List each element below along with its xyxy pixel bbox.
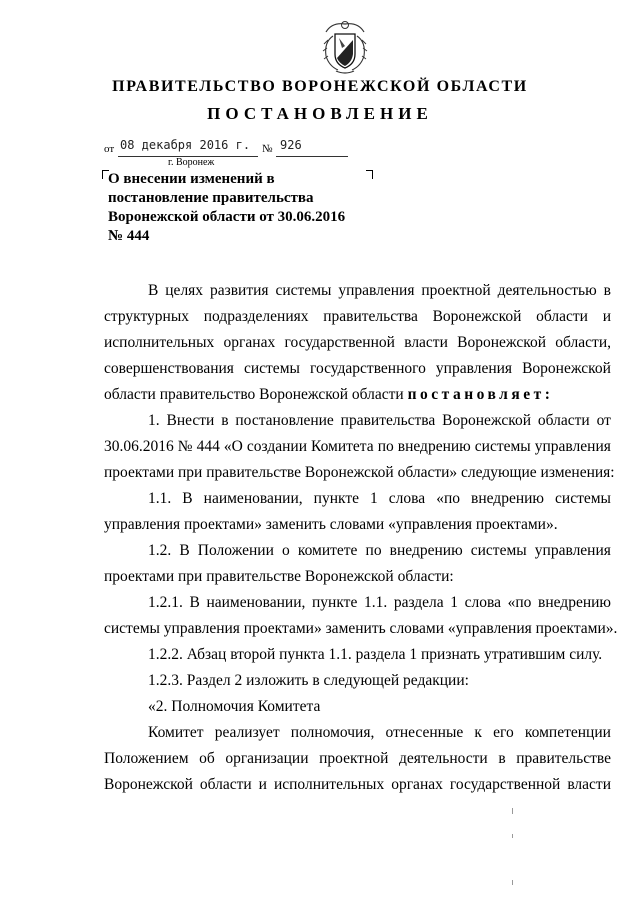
- body-word: 444: [196, 438, 220, 455]
- body-word: Положением: [104, 750, 189, 767]
- body-word: о: [281, 542, 290, 559]
- body-word: управления: [435, 360, 513, 377]
- body-word: по: [377, 438, 394, 455]
- body-word: развития: [209, 282, 269, 299]
- body-word: системы: [474, 438, 531, 455]
- body-word: к: [474, 724, 482, 741]
- body-word: 1.1.: [148, 490, 172, 507]
- body-line: [148, 722, 611, 744]
- body-word: В: [182, 490, 193, 507]
- body-word: органах: [391, 776, 443, 793]
- body-word: наименовании,: [206, 594, 306, 611]
- body-line: [104, 436, 611, 458]
- body-word: его: [493, 724, 514, 741]
- body-word: власти: [404, 334, 448, 351]
- body-word: раздела: [393, 594, 444, 611]
- body-line: [104, 748, 611, 770]
- body-word: создании: [246, 438, 307, 455]
- body-word: совершенствования: [104, 360, 234, 377]
- body-word: в: [603, 282, 611, 299]
- body-word: и: [602, 308, 611, 325]
- body-text: области правительство Воронежской области: [104, 386, 404, 403]
- body-word: правительстве: [516, 750, 611, 767]
- body-word: Воронежской: [522, 360, 611, 377]
- body-line: [104, 358, 611, 380]
- body-word: постановление: [235, 412, 334, 429]
- body-word: государственной: [284, 334, 395, 351]
- body-word: компетенции: [524, 724, 611, 741]
- body-word: В: [189, 594, 200, 611]
- body-word: Воронежской: [457, 334, 547, 351]
- body-word: отнесенные: [385, 724, 464, 741]
- body-word: слова: [464, 594, 501, 611]
- body-word: государственного: [309, 360, 426, 377]
- body-word: пункте: [313, 490, 359, 507]
- body-word: 30.06.2016: [104, 438, 174, 455]
- city: г. Воронеж: [168, 157, 215, 168]
- body-line: [148, 410, 611, 432]
- body-word: системы: [243, 360, 300, 377]
- body-line: [104, 306, 611, 328]
- body-word: внедрению: [397, 438, 471, 455]
- number-prefix: №: [262, 143, 273, 155]
- body-word: «по: [507, 594, 532, 611]
- body-word: власти: [567, 776, 611, 793]
- body-word: проектной: [319, 750, 389, 767]
- body-word: области: [537, 412, 590, 429]
- body-word: деятельностью: [497, 282, 597, 299]
- body-word: В: [179, 542, 190, 559]
- body-word: 1.: [148, 412, 160, 429]
- body-word: пункте: [312, 594, 358, 611]
- body-line: [104, 774, 611, 796]
- body-word: управления: [534, 438, 611, 455]
- body-word: системы: [470, 542, 527, 559]
- subject-line: О внесении изменений в: [108, 171, 275, 187]
- body-word: управления: [338, 282, 415, 299]
- body-line: системы управления проектами» заменить словами «управления проектами».: [104, 620, 618, 637]
- body-word: подразделениях: [203, 308, 309, 325]
- body-word: внедрению: [389, 542, 463, 559]
- body-word: правительства: [340, 412, 436, 429]
- body-line: [104, 384, 553, 406]
- body-word: в: [221, 412, 229, 429]
- body-word: структурных: [104, 308, 189, 325]
- body-line: [148, 540, 611, 562]
- body-word: 1.1.: [363, 594, 388, 611]
- body-word: Воронежской: [104, 776, 193, 793]
- body-word: 1: [370, 490, 378, 507]
- body-word: и: [258, 776, 267, 793]
- body-word: области: [536, 308, 588, 325]
- body-line: [104, 332, 611, 354]
- body-word: государственной: [449, 776, 561, 793]
- scan-mark: [512, 880, 513, 885]
- body-word: управления: [534, 542, 611, 559]
- body-line: управления проектами» заменить словами «управления проектами».: [104, 516, 558, 533]
- body-word: внедрению: [538, 594, 611, 611]
- body-word: 1: [450, 594, 459, 611]
- body-word: органах: [223, 334, 276, 351]
- body-word: комитете: [297, 542, 358, 559]
- body-word: слова: [388, 490, 426, 507]
- body-word: №: [177, 438, 193, 455]
- body-word: целях: [165, 282, 204, 299]
- body-word: Воронежской: [442, 412, 532, 429]
- body-word: Комитет: [148, 724, 204, 741]
- body-word: об: [199, 750, 215, 767]
- body-word: деятельности: [399, 750, 488, 767]
- scan-mark: [512, 808, 513, 814]
- body-word: по: [365, 542, 382, 559]
- body-word: области: [199, 776, 252, 793]
- body-line: 1.2.3. Раздел 2 изложить в следующей редакции:: [148, 672, 469, 689]
- subject-line: постановление правительства: [108, 190, 314, 206]
- document-type: ПОСТАНОВЛЕНИЕ: [207, 104, 433, 123]
- date-prefix: от: [104, 143, 115, 155]
- body-word: наименовании,: [203, 490, 303, 507]
- body-word: Положении: [197, 542, 274, 559]
- body-word: Воронежской: [432, 308, 522, 325]
- body-word: исполнительных: [273, 776, 385, 793]
- body-word: 1.2.1.: [148, 594, 183, 611]
- body-line: 1.2.2. Абзац второй пункта 1.1. раздела 1 признать утратившим силу.: [148, 646, 603, 663]
- body-word: полномочия,: [290, 724, 375, 741]
- government-name: ПРАВИТЕЛЬСТВО ВОРОНЕЖСКОЙ ОБЛАСТИ: [112, 78, 528, 95]
- scan-mark: [512, 834, 513, 838]
- body-word: области,: [555, 334, 611, 351]
- subject-line: № 444: [108, 228, 150, 244]
- body-word: от: [596, 412, 611, 429]
- body-word: системы: [275, 282, 332, 299]
- body-word: правительства: [323, 308, 418, 325]
- subject-line: Воронежской области от 30.06.2016: [108, 209, 346, 225]
- body-line: [148, 592, 611, 614]
- body-line: «2. Полномочия Комитета: [148, 698, 321, 715]
- body-word: «О: [223, 438, 243, 455]
- body-word: Внести: [166, 412, 215, 429]
- body-line: [148, 280, 611, 302]
- body-word: В: [148, 282, 159, 299]
- body-word: системы: [555, 490, 611, 507]
- body-word: реализует: [214, 724, 280, 741]
- body-word: проектной: [421, 282, 491, 299]
- decree-number: 926: [280, 138, 302, 152]
- body-word: исполнительных: [104, 334, 215, 351]
- body-word: 1.2.: [148, 542, 172, 559]
- body-line: проектами при правительстве Воронежской области:: [104, 568, 454, 585]
- body-word: Комитета: [311, 438, 374, 455]
- body-word: организации: [225, 750, 309, 767]
- postanovlyaet-word: постановляет:: [407, 386, 554, 403]
- body-line: проектами при правительстве Воронежской области» следующие изменения:: [104, 464, 615, 481]
- body-word: «по: [436, 490, 460, 507]
- body-word: внедрению: [471, 490, 544, 507]
- body-word: в: [498, 750, 506, 767]
- body-line: [148, 488, 611, 510]
- decree-date: 08 декабря 2016 г.: [120, 138, 251, 152]
